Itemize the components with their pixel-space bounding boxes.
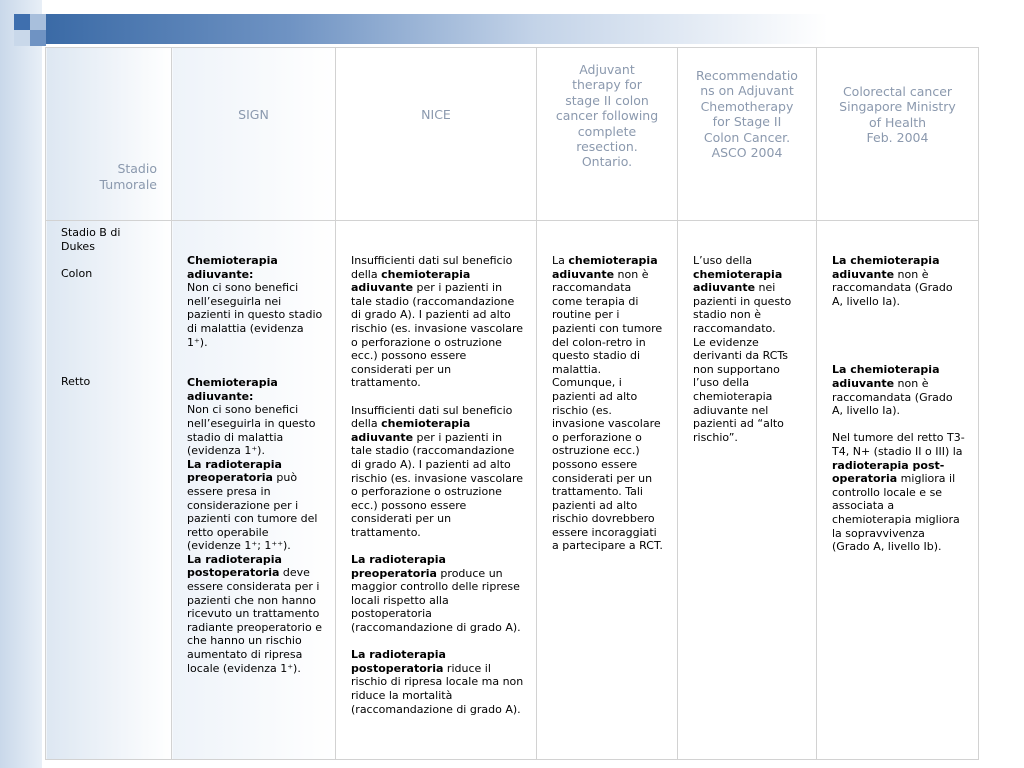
table-body-row bbox=[46, 221, 979, 760]
header-nice-cell bbox=[336, 48, 537, 221]
sign-colon-chemo: Chemioterapia adiuvante: Non ci sono benefici nell’eseguirla nei pazienti in questo stadio di malattia (evidenza 1⁺). bbox=[187, 254, 323, 349]
nice-rectum-chemo: Insufficienti dati sul beneficio della chemioterapia adiuvante per i pazienti in tale stadio (raccomandazione di grado A). I pazienti ad alto rischio (es. invasione vascolare o perforazione o ostruzione ecc.) possono essere considerati per un trattamento. bbox=[351, 403, 524, 539]
header-gradient-bar bbox=[44, 14, 1024, 44]
singapore-colon-chemo: La chemioterapia adiuvante non è raccomandata (Grado A, livello Ia). bbox=[832, 254, 953, 308]
header-ontario: Adjuvant therapy for stage II colon cancer following complete resection. Ontario. bbox=[555, 62, 659, 170]
header-stage: Stadio Tumorale bbox=[99, 161, 157, 192]
singapore-rectum-chemo: La chemioterapia adiuvante non è raccomandata (Grado A, livello Ia). bbox=[832, 363, 953, 418]
guidelines-comparison-table bbox=[45, 47, 979, 760]
header-stage-cell bbox=[46, 48, 172, 221]
header-asco-cell bbox=[678, 48, 817, 221]
header-singapore: Colorectal cancer Singapore Ministry of Health Feb. 2004 bbox=[839, 84, 956, 146]
left-decorative-band bbox=[0, 0, 42, 768]
stage-rectum: Retto bbox=[61, 375, 91, 389]
asco-text-2: Le evidenze derivanti da RCTs non supportano l’uso della chemioterapia adiuvante nel pazienti ad “alto rischio”. bbox=[693, 335, 789, 444]
ontario-text: La chemioterapia adiuvante non è raccomandata come terapia di routine per i pazienti con tumore del colon-retro in questo stadio di malattia. Comunque, i pazienti ad alto rischio (es. invasione vascolare o perforazione o ostruzione ecc.) possono essere considerati per un trattamento. Tali pazienti ad alto rischio dovrebbero essere incoraggiati a partecipare a RCT. bbox=[552, 254, 663, 553]
header-sign-cell bbox=[172, 48, 336, 221]
nice-cell bbox=[336, 221, 537, 760]
header-singapore-cell bbox=[817, 48, 979, 221]
asco-cell bbox=[678, 221, 817, 760]
header-nice: NICE bbox=[421, 107, 451, 122]
singapore-rectum-radio: Nel tumore del retto T3-T4, N+ (stadio II o III) la radioterapia post-operatoria migliora il controllo locale e se associata a chemioterapia migliora la sopravvivenza (Grado A, livello Ib). bbox=[832, 431, 965, 554]
decorative-square bbox=[14, 14, 30, 30]
stage-colon: Colon bbox=[61, 266, 93, 280]
sign-cell bbox=[172, 221, 336, 760]
singapore-cell bbox=[817, 221, 979, 760]
stage-cell bbox=[46, 221, 172, 760]
ontario-cell bbox=[537, 221, 678, 760]
decorative-square bbox=[14, 30, 30, 46]
decorative-square bbox=[30, 30, 46, 46]
sign-rectum-postop-radio: La radioterapia postoperatoria deve essere considerata per i pazienti che non hanno ricevuto un trattamento radiante preoperatorio e che hanno un rischio aumentato di ripresa locale (evidenza 1⁺). bbox=[187, 552, 322, 675]
nice-postop-radio: La radioterapia postoperatoria riduce il rischio di ripresa locale ma non riduce la mortalità (raccomandazione di grado A). bbox=[351, 648, 524, 716]
nice-colon-chemo: Insufficienti dati sul beneficio della chemioterapia adiuvante per i pazienti in tale stadio (raccomandazione di grado A). I pazienti ad alto rischio (es. invasione vascolare o perforazione o ostruzione ecc.) possono essere considerati per un trattamento. bbox=[351, 254, 524, 390]
sign-rectum-preop-radio: La radioterapia preoperatoria può essere presa in considerazione per i pazienti con tumore del retto operabile (evidenze 1⁺; 1⁺⁺). bbox=[187, 457, 318, 553]
sign-rectum-chemo: Chemioterapia adiuvante: Non ci sono benefici nell’eseguirla in questo stadio di malattia (evidenza 1⁺). bbox=[187, 376, 316, 458]
decorative-square bbox=[30, 14, 46, 30]
header-sign: SIGN bbox=[238, 107, 269, 122]
stage-dukes: Stadio B di Dukes bbox=[61, 226, 121, 253]
asco-text-1: L’uso della chemioterapia adiuvante nei pazienti in questo stadio non è raccomandato. bbox=[693, 254, 792, 335]
table-header-row bbox=[46, 48, 979, 221]
nice-preop-radio: La radioterapia preoperatoria produce un maggior controllo delle riprese locali rispetto alla postoperatoria (raccomandazione di grado A). bbox=[351, 553, 521, 635]
header-ontario-cell bbox=[537, 48, 678, 221]
header-asco: Recommendatio ns on Adjuvant Chemotherapy for Stage II Colon Cancer. ASCO 2004 bbox=[696, 68, 798, 161]
